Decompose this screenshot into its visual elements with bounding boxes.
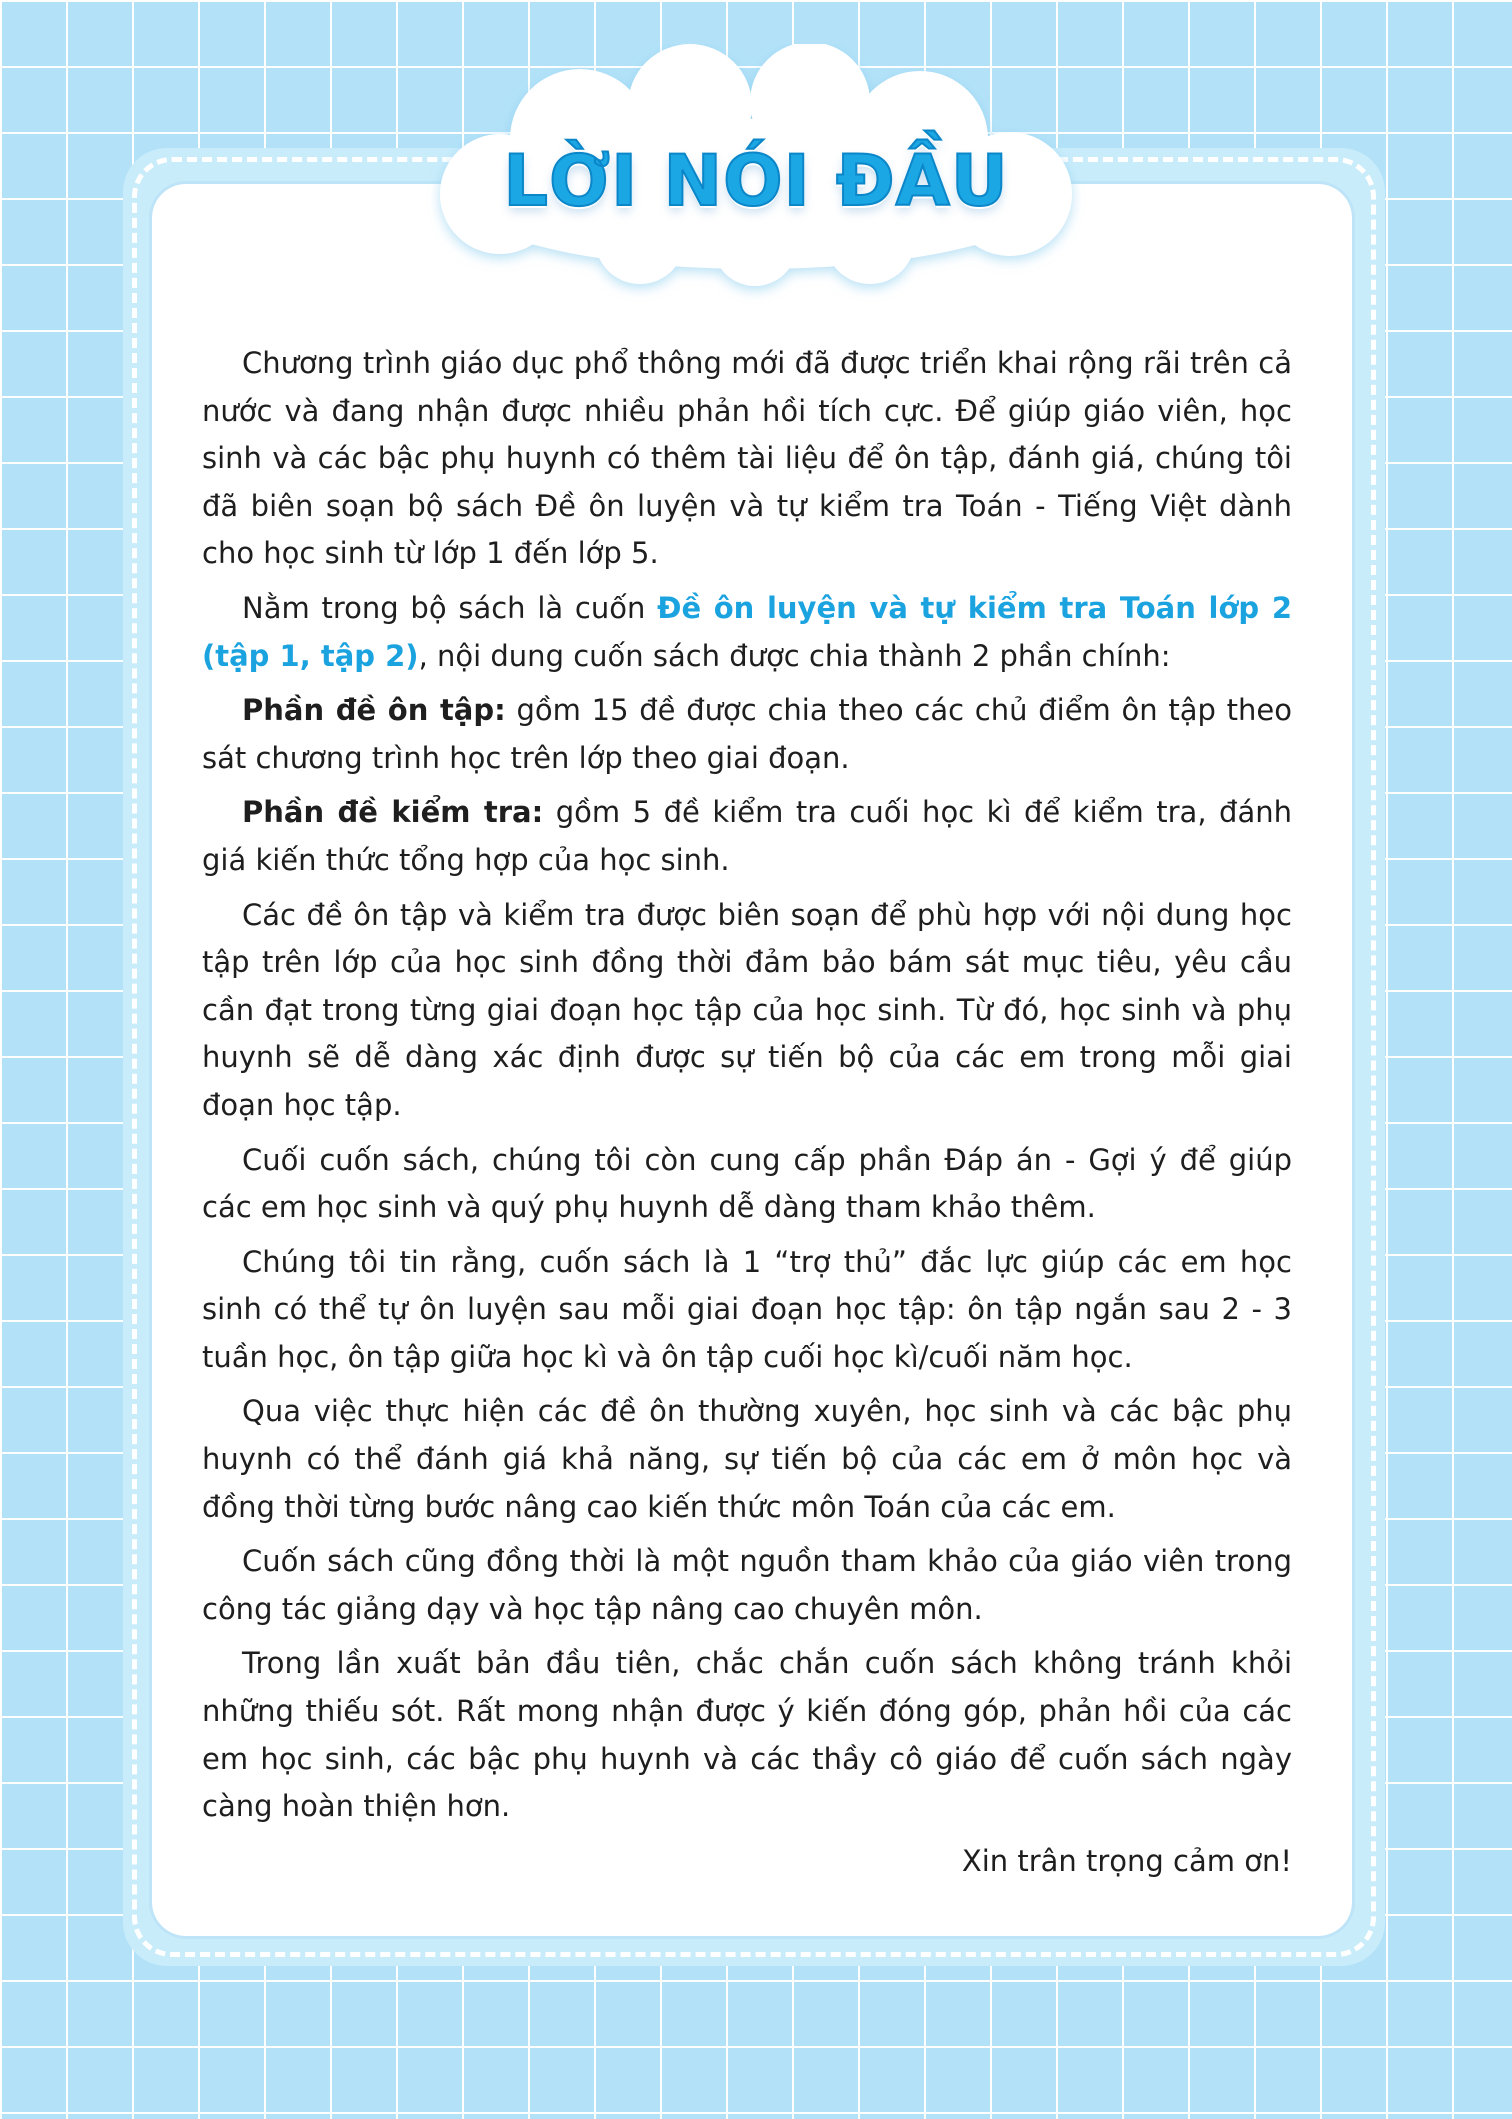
preface-body [202, 340, 1292, 1892]
paragraph-teachers: Cuốn sách cũng đồng thời là một nguồn tham khảo của giáo viên trong công tác giảng dạy và học tập nâng cao chuyên môn. [202, 1544, 1292, 1626]
test-section-text: gồm 5 đề kiểm tra cuối học kì để kiểm tra, đánh giá kiến thức tổng hợp của học sinh. [202, 795, 1292, 877]
test-section-label: Phần đề kiểm tra: [242, 795, 544, 830]
paragraph-test-section [202, 789, 1292, 884]
book-title-highlight: Đề ôn luyện và tự kiểm tra Toán lớp 2 (tập 1, tập 2) [202, 590, 1292, 673]
paragraph-review-section [202, 687, 1292, 782]
paragraph-helper: Chúng tôi tin rằng, cuốn sách là 1 “trợ thủ” đắc lực giúp các em học sinh có thể tự ôn luyện sau mỗi giai đoạn học tập: ôn tập ngắn sau 2 - 3 tuần học, ôn tập giữa học kì và ôn tập cuối học kì/cuối năm học. [202, 1244, 1292, 1374]
book-intro-text-end: , nội dung cuốn sách được chia thành 2 phần chính: [418, 638, 1171, 673]
paragraph-intro: Chương trình giáo dục phổ thông mới đã được triển khai rộng rãi trên cả nước và đang nhận được nhiều phản hồi tích cực. Để giúp giáo viên, học sinh và các bậc phụ huynh có thêm tài liệu để ôn tập, đánh giá, chúng tôi đã biên soạn bộ sách Đề ôn luyện và tự kiểm tra Toán - Tiếng Việt dành cho học sinh từ lớp 1 đến lớp 5. [202, 346, 1292, 571]
review-section-label: Phần đề ôn tập: [242, 693, 506, 728]
book-intro-text: Nằm trong bộ sách là cuốn [242, 590, 658, 625]
review-section-text: gồm 15 đề được chia theo các chủ điểm ôn tập theo sát chương trình học trên lớp theo giai đoạn. [202, 693, 1293, 775]
paragraph-book-intro [202, 585, 1292, 680]
paragraph-feedback: Trong lần xuất bản đầu tiên, chắc chắn cuốn sách không tránh khỏi những thiếu sót. Rất mong nhận được ý kiến đóng góp, phản hồi của các em học sinh, các bậc phụ huynh và các thầy cô giáo để cuốn sách ngày càng hoàn thiện hơn. [202, 1646, 1292, 1824]
paragraph-evaluation: Qua việc thực hiện các đề ôn thường xuyên, học sinh và các bậc phụ huynh có thể đánh giá khả năng, sự tiến bộ của các em ở môn học và đồng thời từng bước nâng cao kiến thức môn Toán của các em. [202, 1394, 1292, 1524]
paragraph-purpose: Các đề ôn tập và kiểm tra được biên soạn để phù hợp với nội dung học tập trên lớp của học sinh đồng thời đảm bảo bám sát mục tiêu, yêu cầu cần đạt trong từng giai đoạn học tập của học sinh. Từ đó, học sinh và phụ huynh sẽ dễ dàng xác định được sự tiến bộ của các em trong mỗi giai đoạn học tập. [202, 897, 1292, 1122]
page-title: LỜI NÓI ĐẦU [503, 140, 1009, 222]
paragraph-answers: Cuối cuốn sách, chúng tôi còn cung cấp phần Đáp án - Gợi ý để giúp các em học sinh và quý phụ huynh dễ dàng tham khảo thêm. [202, 1142, 1292, 1225]
closing-thanks: Xin trân trọng cảm ơn! [961, 1843, 1292, 1878]
